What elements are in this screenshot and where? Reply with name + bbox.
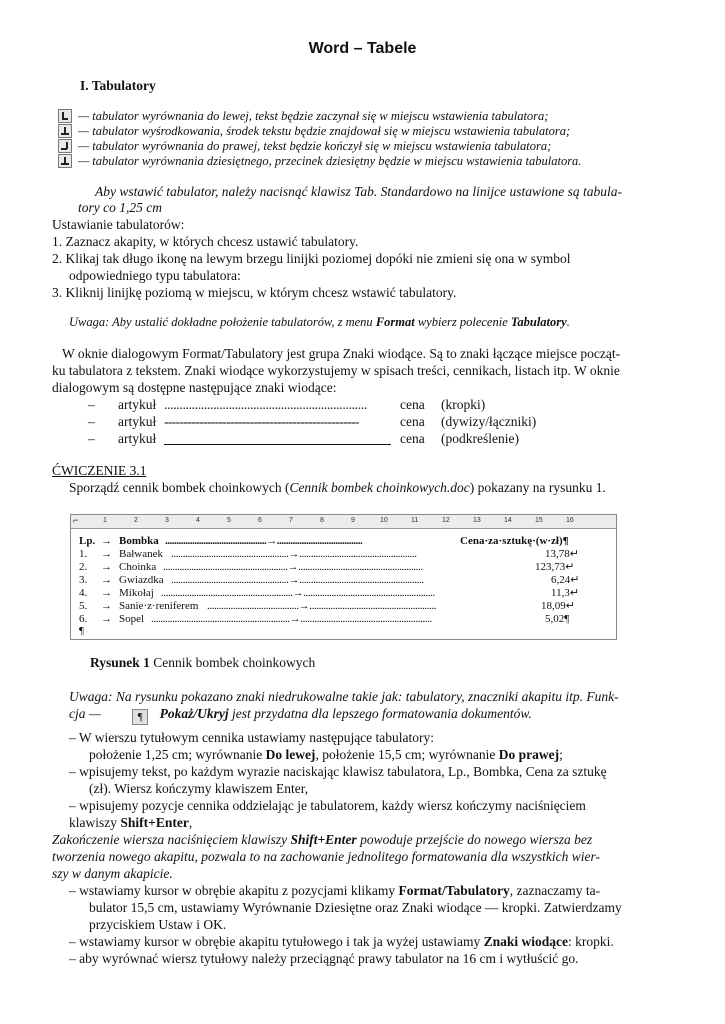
instr2-line-2: (zł). Wiersz kończymy klawiszem Enter,	[89, 781, 309, 796]
intro-line-2: tory co 1,25 cm	[78, 200, 162, 215]
caption-label: Rysunek 1	[90, 655, 150, 670]
instr6: – aby wyrównać wiersz tytułowy należy przeciągnąć prawy tabulator na 16 cm i wytłuścić go.	[69, 951, 579, 966]
instr3-line-1: – wpisujemy pozycje cennika oddzielając je tabulatorem, każdy wiersz kończymy naciśnięciem	[69, 798, 586, 813]
ruler-tick: 1	[103, 517, 107, 524]
figure-row-2: 2. → Choinka .....................................................→..................................................... 123,73↵	[79, 561, 575, 573]
t: położenie 1,25 cm; wyrównanie	[89, 747, 266, 762]
section-heading: I. Tabulatory	[80, 78, 156, 93]
price: cena	[400, 414, 425, 429]
item: artykuł	[118, 431, 157, 446]
tab-type-decimal: — tabulator wyrównania dziesiętnego, przecinek dziesiętny będzie w miejscu wstawienia tabulatora.	[78, 154, 582, 168]
t: – wstawiamy kursor w obrębie akapitu tytułowego i tak ja wyżej ustawiamy	[69, 934, 484, 949]
row-name: Sanie·z·reniferem	[119, 600, 199, 612]
instr2-line-1: – wpisujemy tekst, po każdym wyrazie naciskając klawisz tabulatora, Lp., Bombka, Cena za sztukę	[69, 764, 607, 779]
shift-enter: Shift+Enter	[290, 832, 357, 847]
note1-format: Format	[375, 315, 415, 329]
ruler-tick: 3	[165, 517, 169, 524]
instr5	[69, 933, 614, 950]
row-price: 13,78↵	[545, 548, 579, 560]
kind: (podkreślenie)	[441, 431, 519, 446]
ruler-tick: 4	[196, 517, 200, 524]
note2-pre: cja —	[69, 706, 101, 721]
item: artykuł	[118, 414, 157, 429]
ruler-tick: 15	[535, 517, 543, 524]
step-2: 2. Klikaj tak długo ikonę na lewym brzegu linijki poziomej dopóki nie zmieni się ona w symbol	[52, 251, 571, 266]
note1-post: .	[566, 315, 570, 329]
tab-selector-icon: ⌐	[73, 515, 79, 525]
note1-mid: wybierz polecenie	[414, 315, 511, 329]
instr4-line-1	[69, 882, 600, 899]
tab-type-center: — tabulator wyśrodkowania, środek tekstu będzie znajdował się w miejscu wstawienia tabulatora;	[78, 124, 571, 138]
ruler-tick: 10	[380, 517, 388, 524]
t: : kropki.	[568, 934, 614, 949]
ruler-tick: 11	[411, 517, 419, 524]
price: cena	[400, 397, 425, 412]
figure-row-4: 4. → Mikołaj ........................................................→........................................................ 11,3↵	[79, 587, 580, 599]
row-lp: 3.	[79, 574, 88, 586]
ruler-tick: 9	[351, 517, 355, 524]
note3-line-1	[52, 831, 592, 848]
ruler-tick: 6	[258, 517, 262, 524]
t: klawiszy	[69, 815, 121, 830]
instr1-line-1: – W wierszu tytułowym cennika ustawiamy następujące tabulatory:	[69, 730, 435, 745]
header-price: Cena·za·sztukę·(w·zł)¶	[460, 535, 569, 547]
shift-enter: Shift+Enter	[120, 815, 189, 830]
price: cena	[400, 431, 425, 446]
kind: (dywizy/łączniki)	[441, 414, 537, 429]
row-lp: 1.	[79, 548, 88, 560]
setting-heading: Ustawianie tabulatorów:	[52, 217, 185, 232]
t: – wstawiamy kursor w obrębie akapitu z pozycjami klikamy	[69, 883, 399, 898]
leader-underline	[164, 432, 391, 445]
do-prawej: Do prawej	[498, 747, 560, 762]
right-tab-icon	[58, 139, 72, 153]
note2-line-1: Uwaga: Na rysunku pokazano znaki niedrukowalne takie jak: tabulatory, znaczniki akapitu itp. Funk-	[69, 689, 619, 704]
row-lp: 6.	[79, 613, 88, 625]
dash: –	[88, 431, 95, 446]
instr3-line-2	[69, 814, 192, 831]
dash: –	[88, 397, 95, 412]
t: , zaznaczamy ta-	[509, 883, 601, 898]
row-lp: 4.	[79, 587, 88, 599]
leader-row-dots	[88, 396, 486, 413]
ruler-tick: 16	[566, 517, 574, 524]
format-tabulatory: Format/Tabulatory	[398, 883, 510, 898]
row-name: Mikołaj	[119, 587, 154, 599]
instr4-line-2: bulator 15,5 cm, ustawiamy Wyrównanie Dziesiętne oraz Znaki wiodące — kropki. Zatwierdzamy	[89, 900, 622, 915]
leader-dashes: --------------------------------------------------	[164, 414, 359, 429]
ruler-tick: 7	[289, 517, 293, 524]
dash: –	[88, 414, 95, 429]
instr1-line-2	[89, 746, 563, 763]
leader-row-underline	[88, 430, 519, 447]
step-3: 3. Kliknij linijkę poziomą w miejscu, w którym chcesz wstawić tabulatory.	[52, 285, 457, 300]
row-price: 6,24↵	[551, 574, 580, 586]
instr4-line-3: przyciskiem Ustaw i OK.	[89, 917, 227, 932]
exercise-title: ĆWICZENIE 3.1	[52, 463, 147, 478]
kind: (kropki)	[441, 397, 486, 412]
row-name: Choinka	[119, 561, 157, 573]
row-price: 5,02¶	[545, 613, 570, 625]
step-1: 1. Zaznacz akapity, w których chcesz ustawić tabulatory.	[52, 234, 359, 249]
note3-line-3: szy w danym akapicie.	[52, 866, 173, 881]
note2-post: jest przydatna dla lepszego formatowania dokumentów.	[228, 706, 532, 721]
leaders-line-3: dialogowym są dostępne następujące znaki wiodące:	[52, 380, 337, 395]
row-lp: 5.	[79, 600, 88, 612]
note2-line-2	[69, 705, 532, 725]
left-tab-icon	[58, 109, 72, 123]
intro-line-1: Aby wstawić tabulator, należy nacisnąć klawisz Tab. Standardowo na linijce ustawione są tabula-	[95, 184, 623, 199]
tab-type-right: — tabulator wyrównania do prawej, tekst będzie kończył się w miejscu wstawienia tabulatora;	[78, 139, 552, 153]
row-name: Sopel	[119, 613, 145, 625]
ruler-tick: 13	[473, 517, 481, 524]
note2-show-hide: Pokaż/Ukryj	[159, 706, 229, 721]
ruler-tick: 12	[442, 517, 450, 524]
note1-tabulatory: Tabulatory	[510, 315, 567, 329]
row-name: Gwiazdka	[119, 574, 164, 586]
note3-line-2: tworzenia nowego akapitu, pozwala to na zachowanie jednolitego formatowania dla wszystkich wier-	[52, 849, 600, 864]
exercise-post: ) pokazany na rysunku 1.	[469, 480, 606, 495]
do-lewej: Do lewej	[265, 747, 316, 762]
t: ,	[188, 815, 193, 830]
t: , położenie 15,5 cm; wyrównanie	[315, 747, 499, 762]
note-format-tabulatory	[69, 314, 570, 330]
row-price: 123,73↵	[535, 561, 575, 573]
figure-caption	[90, 654, 315, 671]
t: Zakończenie wiersza naciśnięciem klawiszy	[52, 832, 291, 847]
exercise-text	[69, 479, 606, 496]
header-lp: Lp.	[79, 535, 96, 547]
ruler-tick: 8	[320, 517, 324, 524]
figure-row-3: 3. → Gwiazdka ..................................................→..................................................... 6,24↵	[79, 574, 580, 586]
figure-header-row: Lp. → Bombka .............................................→...................................... Cena·za·sztukę·(w·zł)¶	[79, 535, 569, 547]
znaki-wiodace: Znaki wiodące	[483, 934, 569, 949]
leaders-line-2: ku tabulatora z tekstem. Znaki wiodące wykorzystujemy w spisach treści, cennikach, listach itp. W oknie	[52, 363, 620, 378]
page-title: Word – Tabele	[308, 40, 417, 57]
leader-dots: ..................................................................	[164, 397, 367, 412]
exercise-filename: Cennik bombek choinkowych.doc	[289, 480, 470, 495]
decimal-tab-icon	[58, 154, 72, 168]
t: powoduje przejście do nowego wiersza bez	[356, 832, 593, 847]
ruler-tick: 5	[227, 517, 231, 524]
figure-row-5: 5. → Sanie·z·reniferem .......................................→...................................................... 18,09↵	[79, 600, 575, 612]
center-tab-icon	[58, 124, 72, 138]
header-name: Bombka	[119, 535, 159, 547]
price-list-figure	[70, 514, 617, 640]
pilcrow-show-hide-icon: ¶	[132, 709, 148, 725]
caption-text: Cennik bombek choinkowych	[149, 655, 316, 670]
row-price: 11,3↵	[551, 587, 580, 599]
step-2-cont: odpowiedniego typu tabulatora:	[69, 268, 241, 283]
leaders-line-1: W oknie dialogowym Format/Tabulatory jest grupa Znaki wiodące. Są to znaki łączące miejsce począt-	[62, 346, 621, 361]
tab-type-left: — tabulator wyrównania do lewej, tekst będzie zaczynał się w miejscu wstawienia tabulatora;	[78, 109, 549, 123]
t: ;	[559, 747, 563, 762]
figure-last-paragraph-mark: ¶	[79, 625, 84, 637]
ruler-tick: 2	[134, 517, 138, 524]
row-price: 18,09↵	[541, 600, 575, 612]
exercise-pre: Sporządź cennik bombek choinkowych (	[69, 480, 290, 495]
figure-row-1: 1. → Bałwanek ..................................................→.................................................. 13,78↵	[79, 548, 579, 560]
ruler-tick: 14	[504, 517, 512, 524]
leader-row-dashes	[88, 413, 537, 430]
row-name: Bałwanek	[119, 548, 163, 560]
note1-text: Uwaga: Aby ustalić dokładne położenie tabulatorów, z menu	[69, 315, 376, 329]
row-lp: 2.	[79, 561, 88, 573]
ruler	[71, 515, 616, 529]
item: artykuł	[118, 397, 157, 412]
figure-row-6: 6. → Sopel ...........................................................→........................................................ 5,02¶	[79, 613, 570, 625]
